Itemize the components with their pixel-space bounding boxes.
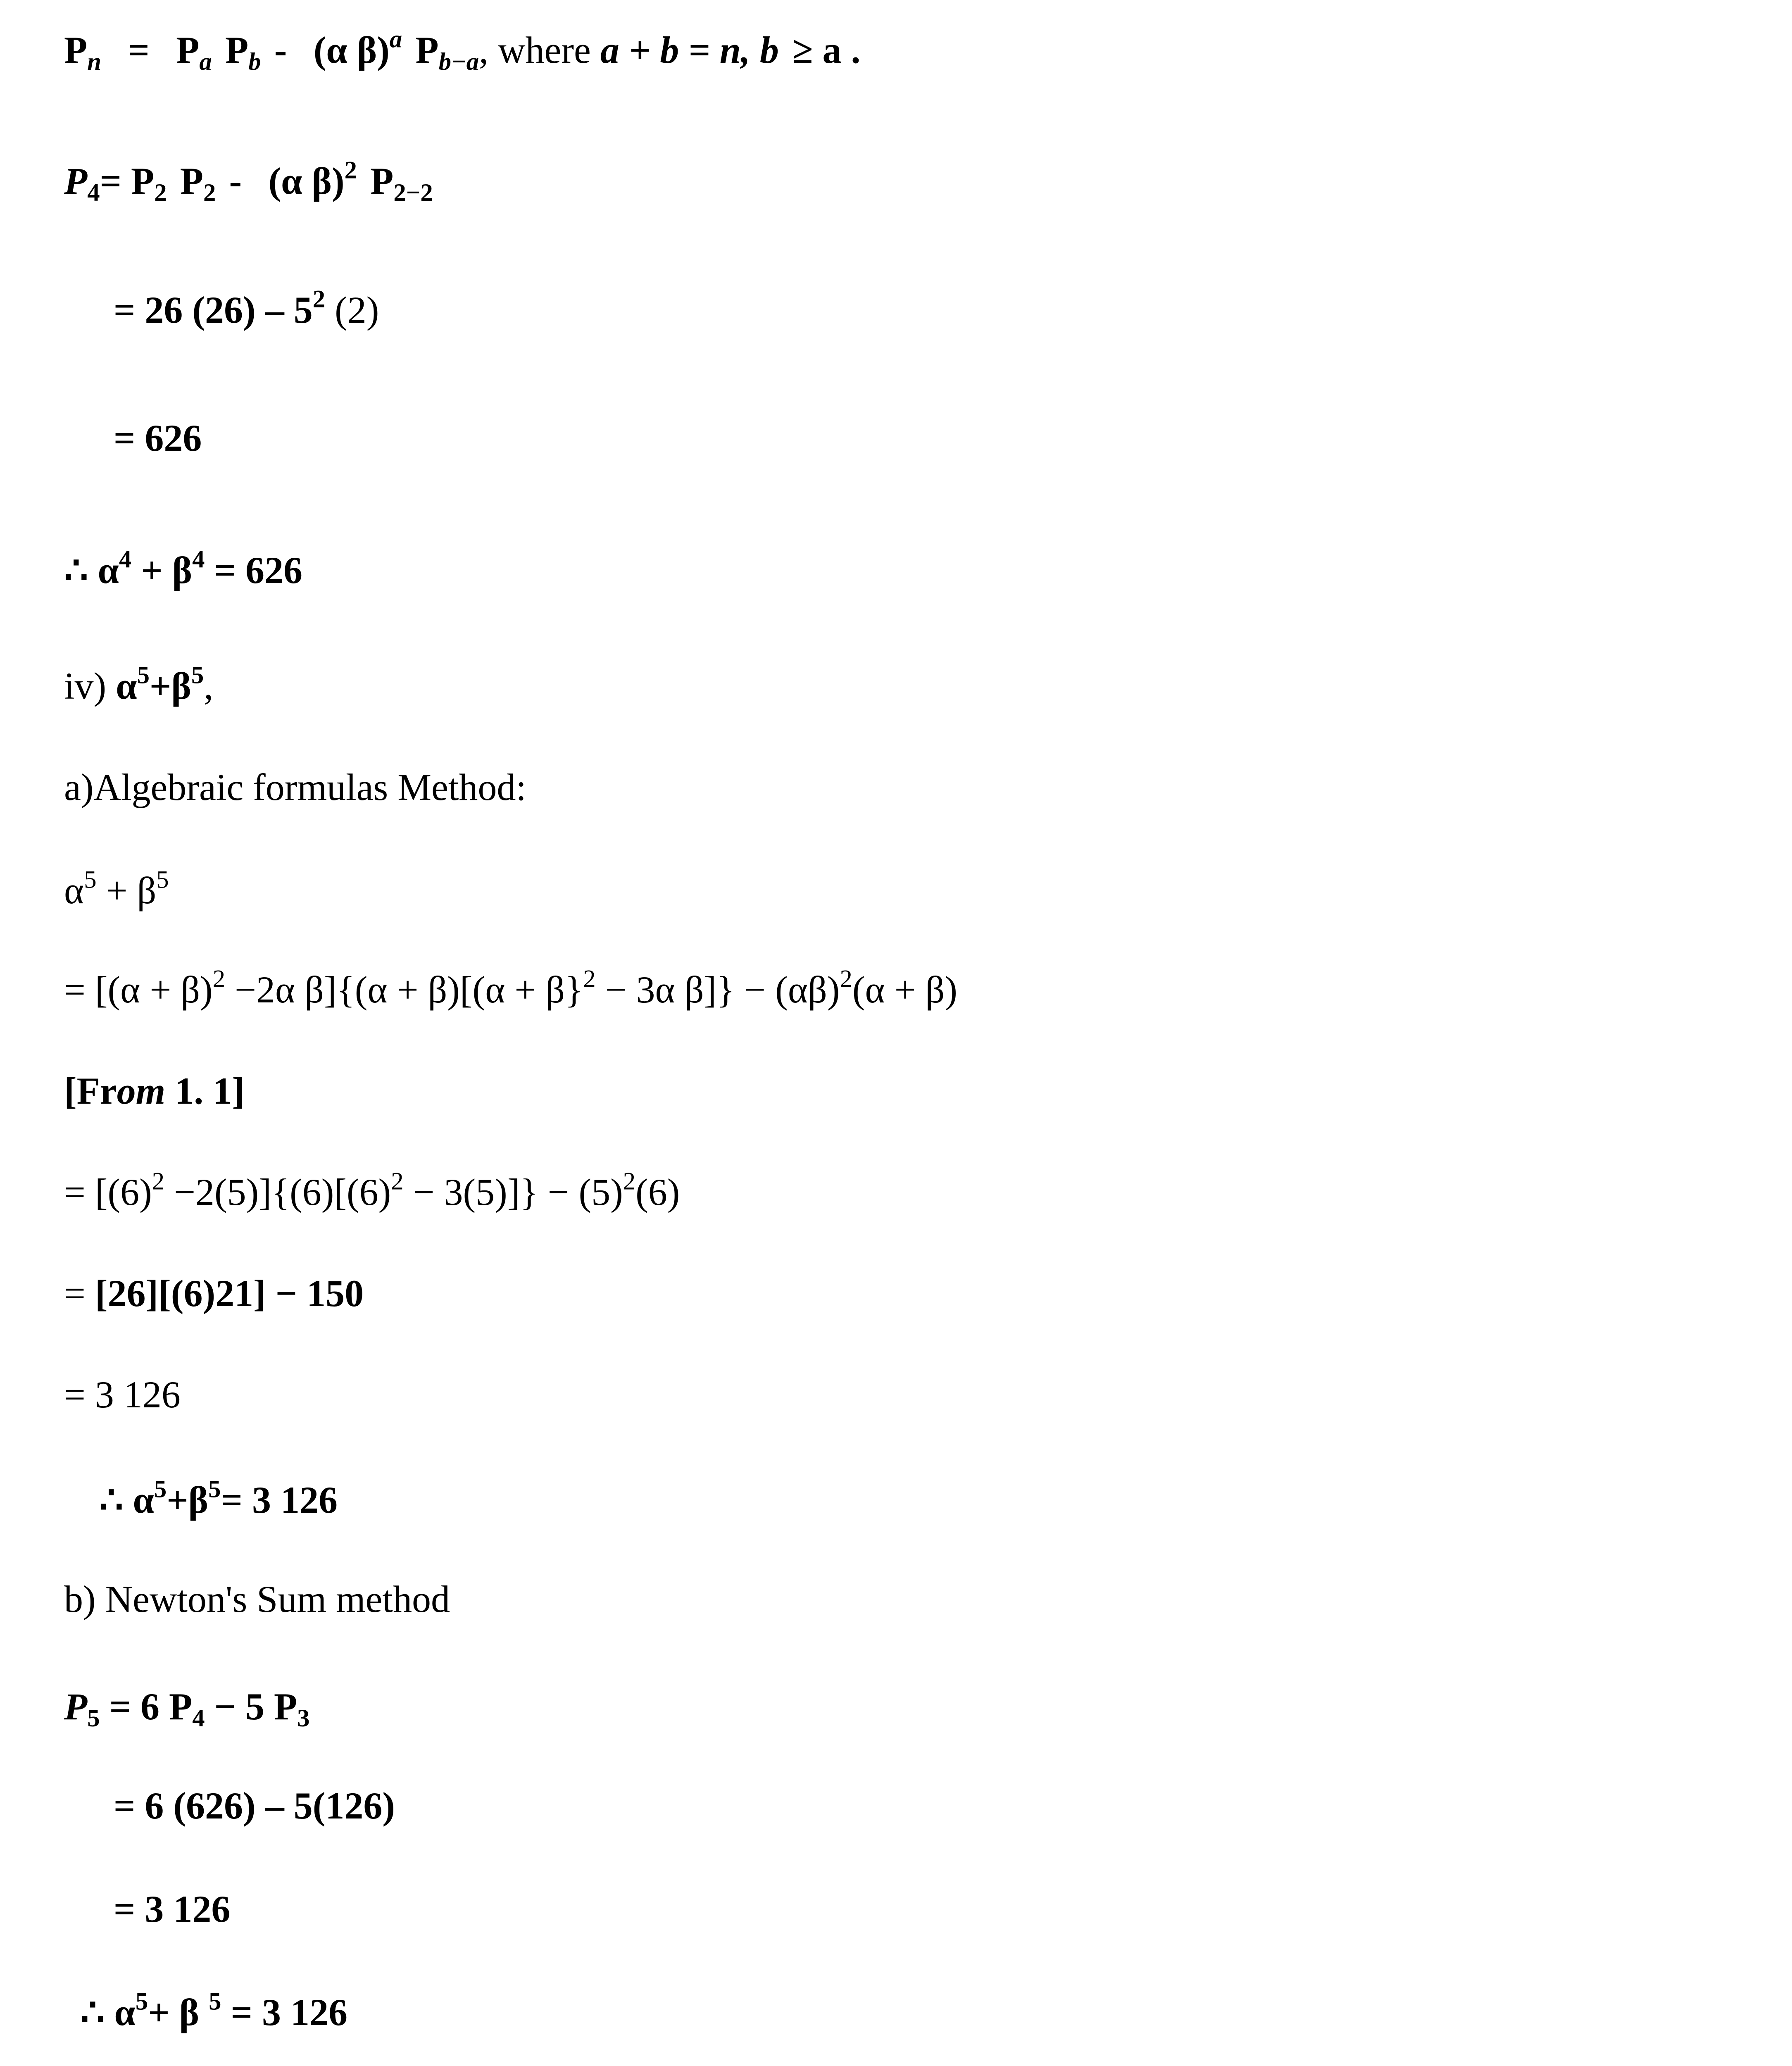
step-algebraic-simplify: = [26][(6)21] − 150 [64, 1272, 364, 1314]
step-newton-substitution: = 6 (626) – 5(126) [114, 1785, 395, 1827]
conclusion-newton: ∴ $\alpha^5+ \beta$ $^5$ = 3 126 [81, 1987, 347, 2033]
method-a-heading: a)Algebraic formulas Method: [64, 766, 526, 808]
algebraic-identity: = [$(\alpha + \beta)^2 -2\alpha$ $\beta]\{(\alpha + \beta)[(\alpha + \beta\}^2 - 3\alpha$ $\beta]\} - (\alpha\beta)^2(\alpha + \beta)$ [64, 965, 957, 1011]
formula-p4: $P_4= P_2$ $P_2 - (\alpha$ β)$^2$ $P_{2-2}$ [64, 156, 433, 207]
reference-1-1: [From 1. 1] [64, 1070, 245, 1112]
expression-sum-5th-powers: $\alpha^5 + \beta^5$ [64, 866, 169, 912]
conclusion-sum-4th-powers: ∴ $\alpha^4 + \beta^4 = 626$ [64, 545, 302, 591]
step-algebraic-substitution: = $[(6)^2 -2(5)]\{(6)[(6)^2 - 3(5)]\} - (5)^2(6)$ [64, 1167, 680, 1213]
formula-general-top: $P_n = P_a$ $P_b - (\alpha$ β)$^a$ $P_{b-a}$, where a + b = n, b ≥ a . [64, 25, 861, 76]
method-b-heading: b) Newton's Sum method [64, 1578, 450, 1620]
step-algebraic-result: = 3 126 [64, 1373, 181, 1416]
conclusion-algebraic: ∴ $\alpha^5+\beta^5= 3$ 126 [99, 1475, 338, 1521]
step-p4-result: = 626 [114, 417, 202, 459]
step-newton-result: = 3 126 [114, 1888, 231, 1930]
section-iv-heading: iv) $\alpha^5+\beta^5$, [64, 661, 214, 707]
step-p4-substitution: = 26 $(26) - 5^2$ (2) [114, 285, 379, 331]
formula-p5-newton: $P_5 = 6$ $P_4 - 5$ $P_3$ [64, 1685, 310, 1732]
